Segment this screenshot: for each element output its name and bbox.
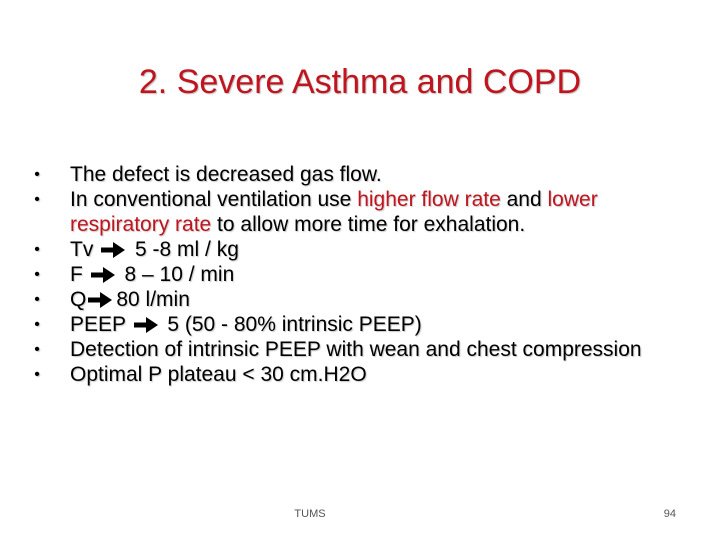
bullet-value: 80 l/min: [116, 288, 190, 311]
bullet-icon: •: [34, 166, 40, 183]
bullet-item-flow: [26, 287, 676, 312]
bullet-list: [26, 162, 676, 387]
bullet-item-defect: [26, 162, 676, 187]
highlight-lower-respiratory-rate: lower respiratory rate: [70, 188, 598, 236]
bullet-item-conventional-ventilation: [26, 187, 676, 237]
bullet-value: 8 – 10 / min: [124, 263, 235, 286]
bullet-icon: •: [34, 341, 40, 358]
bullet-icon: •: [34, 366, 40, 383]
right-arrow-icon: [88, 292, 112, 308]
bullet-item-frequency: [26, 262, 676, 287]
bullet-text-part1: In conventional ventilation use: [70, 188, 358, 211]
bullet-item-tidal-volume: [26, 237, 676, 262]
bullet-text: Optimal P plateau < 30 cm.H2O: [70, 363, 367, 386]
page-number: 94: [663, 508, 676, 520]
right-arrow-icon: [101, 242, 125, 258]
bullet-icon: •: [34, 191, 40, 208]
bullet-text-part2: and: [500, 188, 548, 211]
bullet-value: 5 -8 ml / kg: [135, 238, 239, 261]
bullet-label: Q: [70, 288, 87, 311]
footer-text: TUMS: [294, 508, 326, 520]
right-arrow-icon: [91, 267, 115, 283]
right-arrow-icon: [134, 317, 158, 333]
bullet-value: 5 (50 - 80% intrinsic PEEP): [167, 313, 422, 336]
slide-title: 2. Severe Asthma and COPD: [138, 63, 582, 101]
bullet-item-detection: [26, 337, 676, 362]
bullet-icon: •: [34, 316, 40, 333]
bullet-text: The defect is decreased gas flow.: [70, 163, 382, 186]
bullet-item-peep: [26, 312, 676, 337]
bullet-text-part3: to allow more time for exhalation.: [211, 213, 526, 236]
bullet-item-optimal-plateau: [26, 362, 676, 387]
bullet-label: F: [70, 263, 83, 286]
bullet-text: Detection of intrinsic PEEP with wean and chest compression: [70, 338, 642, 361]
bullet-icon: •: [34, 241, 40, 258]
bullet-icon: •: [34, 291, 40, 308]
bullet-label: PEEP: [70, 313, 126, 336]
bullet-icon: •: [34, 266, 40, 283]
bullet-label: Tv: [70, 238, 94, 261]
highlight-higher-flow-rate: higher flow rate: [357, 188, 501, 211]
